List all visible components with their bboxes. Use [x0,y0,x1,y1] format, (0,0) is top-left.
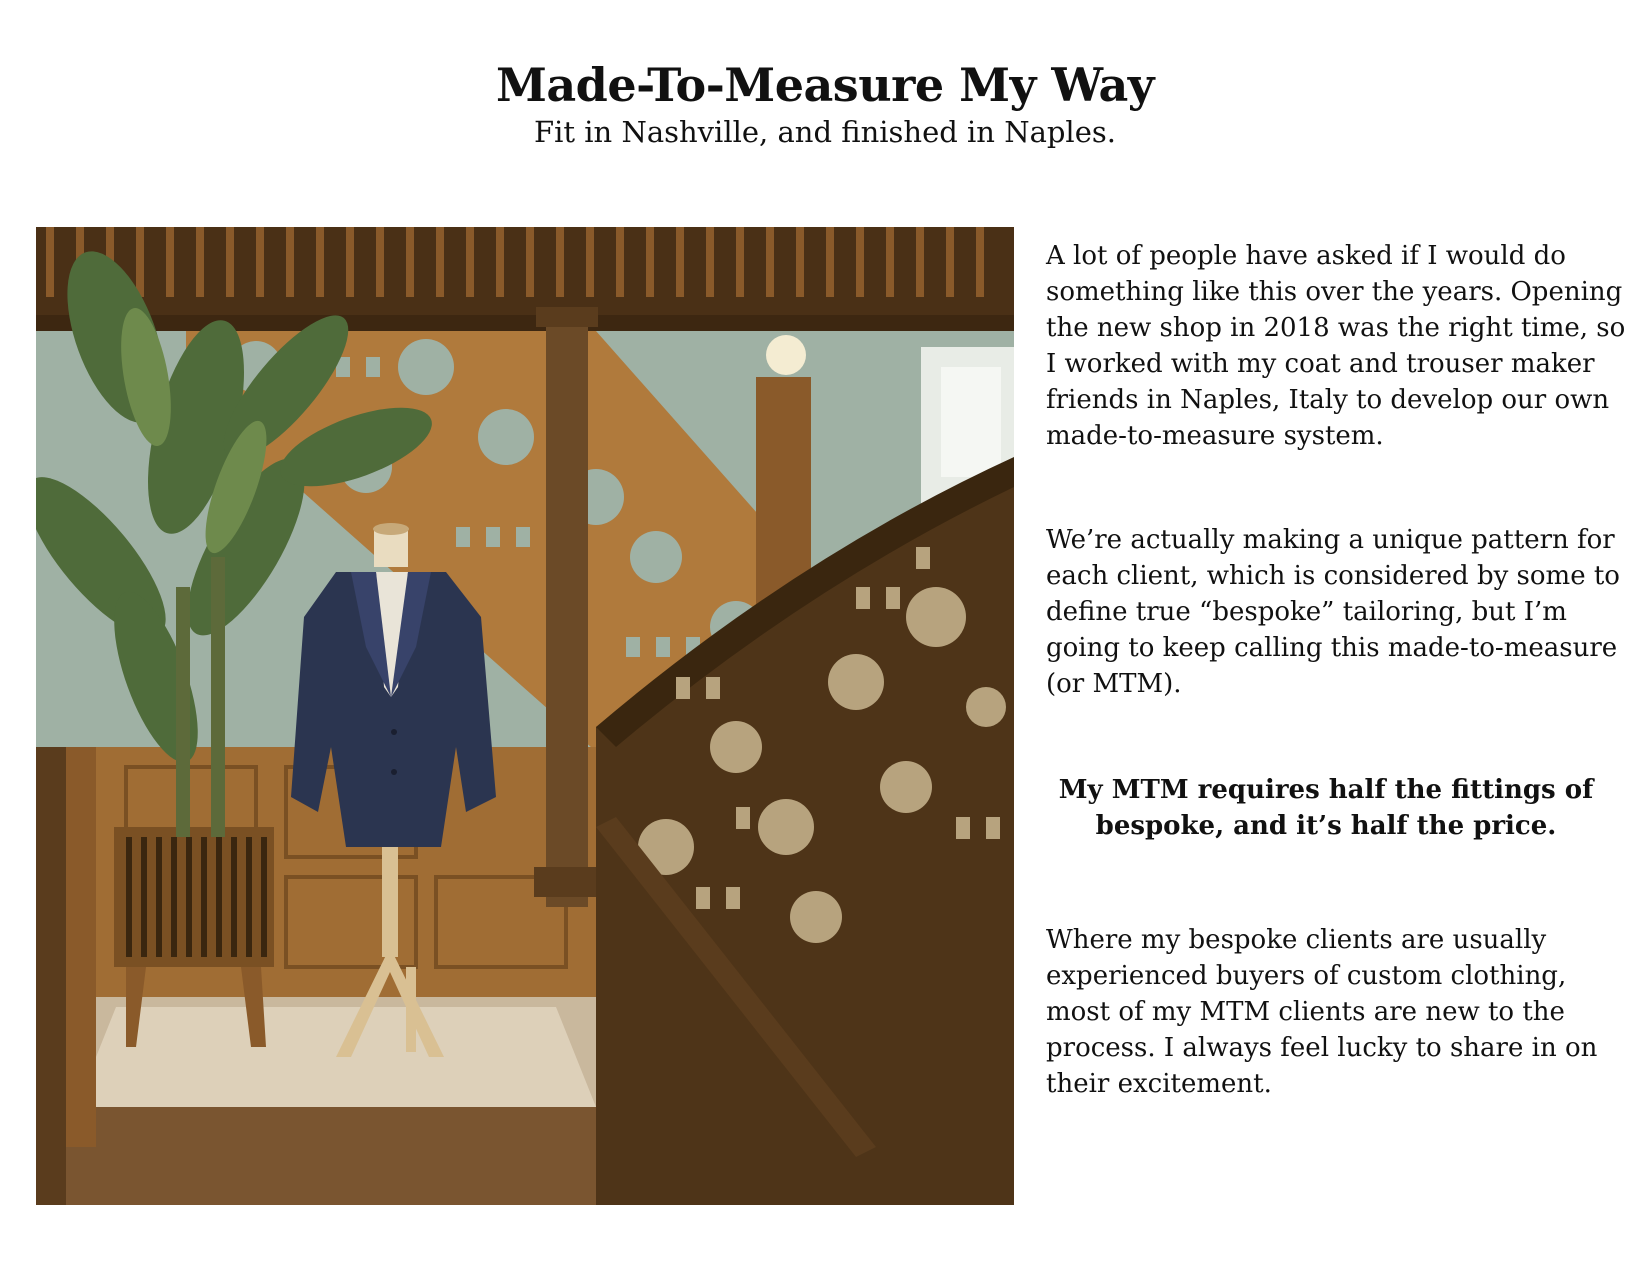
staircase-jacket-photo [36,227,1014,1205]
page-header [0,58,1650,150]
paragraph-clients: Where my bespoke clients are usually experienced buyers of custom clothing, most of my MTM clients are new to the process. I always feel lucky to share in on their excitement. [1046,925,1598,1099]
page-subtitle: Fit in Nashville, and finished in Naples. [534,115,1116,150]
photo-illustration [36,227,1014,1205]
page-title: Made-To-Measure My Way [495,58,1155,112]
callout-highlight: My MTM requires half the fittings of bespoke, and it’s half the price. [1058,775,1594,841]
paragraph-intro: A lot of people have asked if I would do something like this over the years. Opening the new shop in 2018 was the right time, so I worked with my coat and trouser maker friends in Naples, Italy to develop our own made-to-measure system. [1046,241,1626,451]
paragraph-pattern: We’re actually making a unique pattern for each client, which is considered by some to define true “bespoke” tailoring, but I’m going to keep calling this made-to-measure (or MTM). [1046,525,1620,699]
